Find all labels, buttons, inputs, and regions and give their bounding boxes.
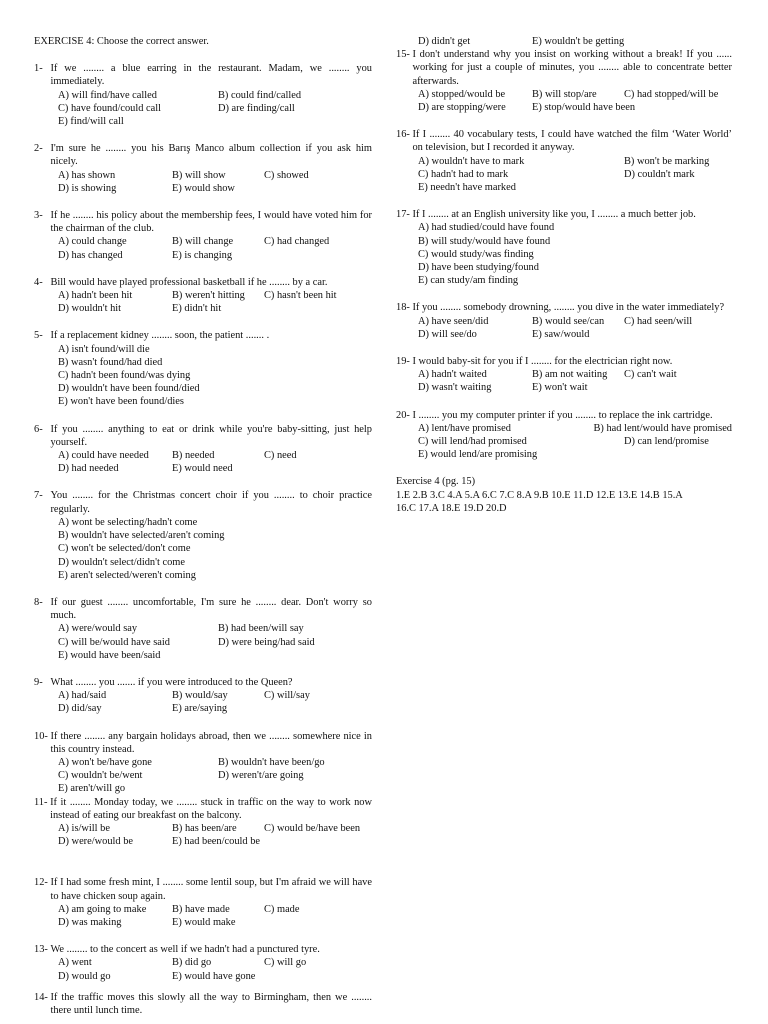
question-number: 14- [34,991,51,1003]
answer-option: B) will show [172,169,226,181]
answer-option: D) was making [58,916,122,928]
answer-option: B) wouldn't have been/go [218,756,325,768]
answer-option: A) had/said [58,690,107,702]
question-text: If the traffic moves this slowly all the way to Birmingham, then we ........ there until lunch time. [50,991,372,1016]
answer-option: A) have seen/did [418,315,489,327]
question-text: If we ........ a blue earring in the restaurant. Madam, we ........ you immediately. [50,63,372,88]
question-3 [34,209,372,262]
question-text: You ........ for the Christmas concert choir if you ........ to choir practice regularly. [50,490,372,515]
question-number: 4- [34,276,51,288]
answer-option: A) won't be/have gone [58,756,152,768]
question-number: 5- [34,330,51,342]
answer-option: C) would study/was finding [418,248,534,260]
answer-option: D) didn't get [418,36,471,47]
answer-option: C) will/say [264,690,310,702]
answer-option: B) will change [172,236,234,248]
answer-option: D) will see/do [418,328,477,340]
answer-option: B) have made [172,903,230,915]
question-text: Bill would have played professional basketball if he ........ by a car. [50,276,328,288]
answer-option: B) could find/called [218,89,302,101]
answer-option: C) showed [264,169,309,181]
exercise-title: EXERCISE 4: Choose the correct answer. [34,36,209,47]
question-14-options [396,35,732,48]
answer-option: E) didn't hit [172,303,222,315]
answer-option: B) weren't hitting [172,290,245,302]
answer-option: A) will find/have called [58,89,157,101]
question-1 [34,62,372,128]
answer-option: C) hadn't been found/was dying [58,370,191,382]
answer-option: C) have found/could call [58,102,162,114]
answer-option: B) did go [172,957,212,969]
answer-option: C) can't wait [624,369,677,381]
answer-option: D) wouldn't select/didn't come [58,556,185,568]
answer-option: D) wouldn't hit [58,303,122,315]
answer-option: E) had been/could be [172,836,260,848]
question-number: 3- [34,210,51,222]
answer-key [396,475,732,515]
answer-option: C) need [264,450,297,462]
question-6 [34,423,372,476]
question-text: I don't understand why you insist on working without a break! If you ...... working for just a couple of minutes, you ........ able to concentrate better afterwards. [412,49,732,87]
answer-option: E) would have been/said [58,649,161,661]
answer-option: A) wont be selecting/hadn't come [58,516,198,528]
question-18 [396,301,732,341]
question-10 [34,730,372,796]
question-20 [396,409,732,462]
answer-option: E) needn't have marked [418,182,516,194]
question-17 [396,208,732,287]
answer-option: A) could change [58,236,127,248]
question-number: 8- [34,596,51,608]
answer-option: E) would show [172,182,235,194]
answer-option: C) hasn't been hit [264,290,337,302]
answer-option: A) hadn't waited [418,369,487,381]
answer-option: B) has been/are [172,822,237,834]
answer-option: B) had been/will say [218,623,304,635]
answer-option: B) had lent/would have promised [593,422,732,434]
question-number: 20- [396,409,413,421]
question-number: 9- [34,676,51,688]
answer-option: A) could have needed [58,450,149,462]
answer-option: A) is/will be [58,822,110,834]
left-column [34,35,372,1017]
answer-option: A) had studied/could have found [418,222,555,234]
question-15 [396,48,732,114]
question-text: If you ........ somebody drowning, ........ you dive in the water immediately? [412,302,725,314]
question-12 [34,876,372,929]
answer-option: A) has shown [58,169,116,181]
answer-option: E) aren't/will go [58,783,126,795]
answer-option: B) would/say [172,690,228,702]
answer-option: C) had stopped/will be [624,88,719,100]
question-number: 19- [396,356,413,368]
question-text: What ........ you ....... if you were introduced to the Queen? [50,676,293,688]
answer-option: E) would make [172,916,236,928]
question-number: 2- [34,143,51,155]
answer-option: A) lent/have promised [418,422,511,434]
answer-option: C) will be/would have said [58,636,170,648]
question-text: If our guest ........ uncomfortable, I'm sure he ........ dear. Don't worry so much. [50,596,372,622]
answer-option: A) wouldn't have to mark [418,155,525,167]
answer-option: E) saw/would [532,328,590,340]
answer-option: D) has changed [58,249,123,261]
answer-option: A) stopped/would be [418,88,506,100]
answer-option: E) would have gone [172,970,256,982]
answer-option: A) am going to make [58,903,147,915]
question-number: 12- [34,877,51,889]
answer-option: A) went [58,957,92,969]
answer-option: E) is changing [172,249,233,261]
question-4 [34,276,372,316]
answer-key-line: 16.C 17.A 18.E 19.D 20.D [396,502,507,514]
question-19 [396,355,732,395]
answer-option: D) have been studying/found [418,262,539,274]
answer-option: E) aren't selected/weren't coming [58,569,196,581]
answer-option: E) would lend/are promising [418,449,538,461]
answer-option: A) were/would say [58,623,138,635]
question-14-stem [34,991,372,1017]
question-text: If a replacement kidney ........ soon, the patient ....... . [50,330,270,342]
answer-option: C) will lend/had promised [418,436,527,448]
answer-option: D) is showing [58,182,117,194]
answer-option: A) hadn't been hit [58,290,133,302]
question-text: If it ........ Monday today, we ........ stuck in traffic on the way to work now instead of eating our breakfast on the balcony. [50,796,372,821]
answer-option: D) weren't/are going [218,770,304,782]
question-number: 13- [34,944,51,956]
answer-option: D) wouldn't have been found/died [58,383,200,395]
question-text: We ........ to the concert as well if we hadn't had a punctured tyre. [50,944,320,956]
question-text: I'm sure he ........ you his Barış Manco album collection if you ask him nicely. [50,143,372,168]
answer-option: D) are finding/call [218,102,295,114]
answer-option: A) isn't found/will die [58,343,150,355]
answer-option: E) are/saying [172,703,228,715]
answer-option: C) had changed [264,236,330,248]
answer-option: B) wouldn't have selected/aren't coming [58,530,225,542]
answer-option: E) won't wait [532,382,588,394]
answer-option: D) did/say [58,703,102,715]
answer-option: B) am not waiting [532,369,608,381]
answer-option: D) had needed [58,463,119,475]
answer-option: C) would be/have been [264,822,361,834]
question-number: 1- [34,63,51,75]
answer-option: E) can study/am finding [418,275,519,287]
question-text: If I ........ 40 vocabulary tests, I could have watched the film ‘Water World’ on television, but I recorded it anyway. [412,129,732,154]
answer-option: D) were/would be [58,836,134,848]
answer-option: D) wasn't waiting [418,382,492,394]
answer-key-line: 1.E 2.B 3.C 4.A 5.A 6.C 7.C 8.A 9.B 10.E 11.D 12.E 13.E 14.B 15.A [396,489,683,501]
answer-option: B) will study/would have found [418,235,551,247]
question-7 [34,489,372,581]
question-text: If I ........ at an English university like you, I ........ a much better job. [412,209,696,221]
answer-option: E) would need [172,463,233,475]
question-16 [396,128,732,194]
question-text: If he ........ his policy about the membership fees, I would have voted him for the chairman of the club. [50,210,372,235]
question-2 [34,142,372,195]
answer-option: C) will go [264,957,307,969]
question-text: I ........ you my computer printer if you ........ to replace the ink cartridge. [412,409,713,421]
answer-option: B) will stop/are [532,88,597,100]
answer-option: E) wouldn't be getting [532,36,625,47]
question-text: I would baby-sit for you if I ........ for the electrician right now. [412,356,673,368]
question-9 [34,676,372,716]
question-text: If you ........ anything to eat or drink while you're baby-sitting, just help yourself. [50,423,372,448]
question-number: 6- [34,423,51,435]
answer-option: D) can lend/promise [624,436,709,448]
answer-option: D) would go [58,970,111,982]
question-number: 18- [396,302,413,314]
answer-option: D) couldn't mark [624,168,695,180]
answer-option: B) won't be marking [624,155,710,167]
question-text: If I had some fresh mint, I ........ some lentil soup, but I'm afraid we will have to have chicken soup again. [50,877,372,902]
question-5 [34,329,372,408]
answer-option: C) wouldn't be/went [58,770,143,782]
answer-option: B) wasn't found/had died [58,356,163,368]
answer-option: C) won't be selected/don't come [58,543,191,555]
answer-option: E) won't have been found/dies [58,396,184,408]
question-11 [34,796,372,849]
answer-option: E) stop/would have been [532,102,636,114]
answer-option: B) would see/can [532,315,605,327]
question-8 [34,596,372,662]
question-number: 15- [396,49,413,61]
question-number: 17- [396,209,413,221]
answer-option: C) made [264,903,300,915]
answer-option: C) hadn't had to mark [418,168,509,180]
answer-option: E) find/will call [58,116,124,128]
question-number: 11- [34,796,51,808]
right-column [396,35,732,515]
question-number: 7- [34,490,51,502]
question-number: 16- [396,129,413,141]
question-13 [34,943,372,983]
question-text: If there ........ any bargain holidays abroad, then we ........ somewhere nice in this country instead. [50,730,372,755]
answer-option: D) are stopping/were [418,102,506,114]
question-number: 10- [34,730,51,742]
answer-option: D) were being/had said [218,636,315,648]
answer-option: B) needed [172,450,215,462]
answer-key-title: Exercise 4 (pg. 15) [396,476,476,488]
answer-option: C) had seen/will [624,315,693,327]
